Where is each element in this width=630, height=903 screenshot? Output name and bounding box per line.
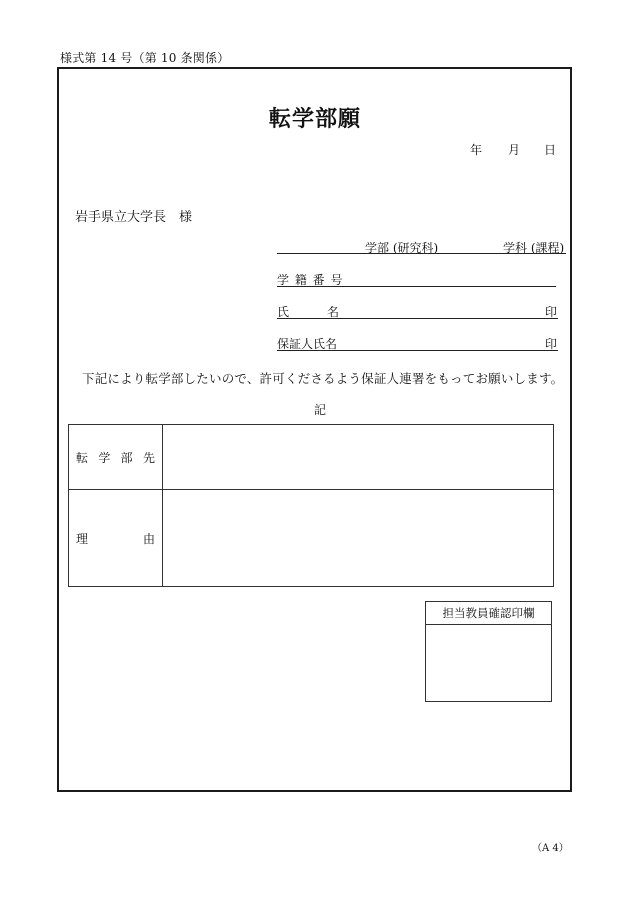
student-number-field[interactable] <box>277 286 556 287</box>
name-label-second: 名 <box>327 305 340 319</box>
reason-label-char: 理 <box>76 531 89 546</box>
name-field[interactable] <box>277 318 558 319</box>
guarantor-field[interactable] <box>277 350 558 351</box>
date-year-label: 年 <box>470 143 483 157</box>
student-number-label: 学 籍 番 号 <box>277 273 344 287</box>
table-row-reason <box>69 490 554 587</box>
teacher-stamp-box[interactable] <box>425 601 552 702</box>
date-day-label: 日 <box>544 143 557 157</box>
transfer-label-char: 転 <box>76 450 89 465</box>
addressee: 岩手県立大学長 様 <box>75 210 193 225</box>
reason-field[interactable] <box>163 490 554 587</box>
details-table <box>68 424 554 587</box>
teacher-stamp-title: 担当教員確認印欄 <box>426 602 551 625</box>
ki-heading: 記 <box>313 403 326 417</box>
guarantor-label: 保証人氏名 <box>277 337 338 351</box>
reason-label-char: 由 <box>142 531 155 546</box>
guarantor-seal-mark: 印 <box>545 337 558 351</box>
faculty-suffix: 学部 (研究科) <box>365 241 439 255</box>
paper-size-label: （A 4） <box>532 843 569 854</box>
transfer-destination-field[interactable] <box>163 425 554 490</box>
faculty-department-field[interactable] <box>277 253 566 254</box>
page-title: 転学部願 <box>268 106 361 132</box>
transfer-label-char: 学 <box>98 450 111 465</box>
form-number: 様式第 14 号（第 10 条関係） <box>60 51 230 65</box>
name-seal-mark: 印 <box>545 305 558 319</box>
request-text: 下記により転学部したいので、許可くださるよう保証人連署をもってお願いします。 <box>82 371 564 386</box>
table-row-transfer <box>69 425 554 490</box>
transfer-label-char: 先 <box>142 450 155 465</box>
transfer-destination-label <box>69 425 163 490</box>
reason-label <box>69 490 163 587</box>
name-label-first: 氏 <box>277 305 290 319</box>
date-month-label: 月 <box>508 143 521 157</box>
department-suffix: 学科 (課程) <box>503 241 565 255</box>
transfer-label-char: 部 <box>120 450 133 465</box>
